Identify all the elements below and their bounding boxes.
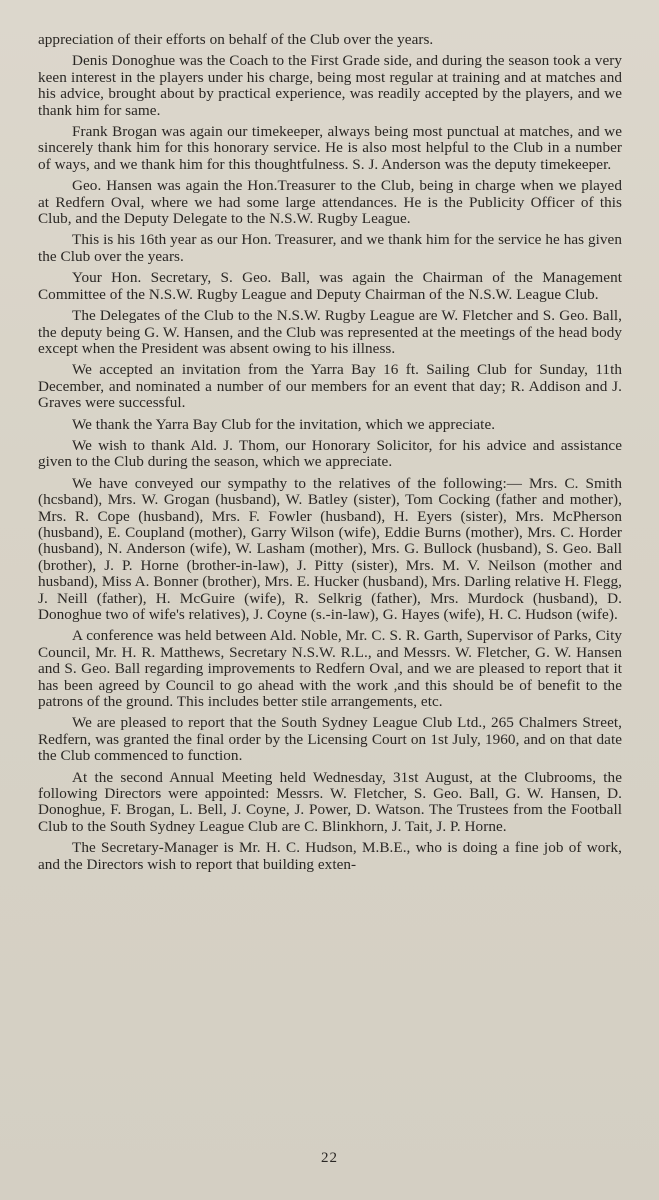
paragraph-sailing-invitation: We accepted an invitation from the Yarra Bay 16 ft. Sailing Club for Sunday, 11th December, and nominated a number of our members for an event that day; R. Addison and J. Graves were successful.: [38, 361, 622, 412]
paragraph-secretary-manager: The Secretary-Manager is Mr. H. C. Hudson, M.B.E., who is doing a fine job of work, and the Directors wish to report that building exten-: [38, 839, 622, 873]
paragraph-treasurer-years: This is his 16th year as our Hon. Treasurer, and we thank him for the service he has given the Club over the years.: [38, 231, 622, 265]
paragraph-league-club: We are pleased to report that the South Sydney League Club Ltd., 265 Chalmers Street, Redfern, was granted the final order by the Licensing Court on 1st July, 1960, and on that date the Club commenced to function.: [38, 714, 622, 765]
paragraph-coach: Denis Donoghue was the Coach to the First Grade side, and during the season took a very keen interest in the players under his charge, being most regular at training and at matches and his advice, brought about by practical experience, was readily accepted by the players, and we thank him for same.: [38, 52, 622, 119]
paragraph-conference: A conference was held between Ald. Noble, Mr. C. S. R. Garth, Supervisor of Parks, City Council, Mr. H. R. Matthews, Secretary N.S.W. R.L., and Messrs. W. Fletcher, G. W. Hansen and S. Geo. Ball regarding improvements to Redfern Oval, and we are pleased to report that it has been agreed by Council to go ahead with the work ,and this should be of benefit to the patrons of the ground. This includes better stile arrangements, etc.: [38, 627, 622, 711]
paragraph-delegates: The Delegates of the Club to the N.S.W. Rugby League are W. Fletcher and S. Geo. Ball, the deputy being G. W. Hansen, and the Club was represented at the meetings of the head body except when the President was absent owing to his illness.: [38, 307, 622, 357]
page-number: 22: [321, 1150, 338, 1166]
paragraph-timekeeper: Frank Brogan was again our timekeeper, always being most punctual at matches, and we sincerely thank him for this honorary service. He is also most helpful to the Club in a number of ways, and we thank him for this thoughtfulness. S. J. Anderson was the deputy timekeeper.: [38, 123, 622, 173]
document-body: [38, 32, 622, 873]
paragraph-yarra-bay-thanks: We thank the Yarra Bay Club for the invitation, which we appreciate.: [72, 415, 496, 433]
paragraph-treasurer: Geo. Hansen was again the Hon.Treasurer to the Club, being in charge when we played at Redfern Oval, where we had some large attendances. He is the Publicity Officer of this Club, and the Deputy Delegate to the N.S.W. Rugby League.: [38, 177, 622, 228]
paragraph-sympathy: We have conveyed our sympathy to the relatives of the following:— Mrs. C. Smith (hcsband), Mrs. W. Grogan (husband), W. Batley (sister), Tom Cocking (father and mother), Mrs. R. Cope (husband), Mrs. F. Fowler (husband), H. Eyers (sister), Mrs. McPherson (husband), E. Coupland (mother), Garry Wilson (wife), Eddie Burns (mother), Mrs. C. Horder (husband), N. Anderson (wife), W. Lasham (mother), Mrs. G. Bullock (husband), S. Geo. Ball (brother), J. P. Horne (brother-in-law), J. Pitty (sister), Mrs. M. V. Neilson (mother and husband), Miss A. Bonner (brother), Mrs. E. Hucker (husband), Mrs. Darling relative H. Flegg, J. Neill (father), H. McGuire (wife), R. Selkrig (father), Mrs. Murdock (husband), D. Donoghue two of wife's relatives), J. Coyne (s.-in-law), G. Hayes (wife), H. C. Hudson (wife).: [38, 474, 622, 623]
paragraph-annual-meeting: At the second Annual Meeting held Wednesday, 31st August, at the Clubrooms, the following Directors were appointed: Messrs. W. Fletcher, S. Geo. Ball, G. W. Hansen, D. Donoghue, F. Brogan, L. Bell, J. Coyne, J. Power, D. Watson. The Trustees from the Football Club to the South Sydney League Club are C. Blinkhorn, J. Tait, J. P. Horne.: [38, 768, 622, 835]
paragraph-solicitor: We wish to thank Ald. J. Thom, our Honorary Solicitor, for his advice and assistance given to the Club during the season, which we appreciate.: [38, 436, 622, 471]
paragraph-secretary: Your Hon. Secretary, S. Geo. Ball, was again the Chairman of the Management Committee of the N.S.W. Rugby League and Deputy Chairman of the N.S.W. League Club.: [38, 269, 622, 303]
paragraph-continuation: appreciation of their efforts on behalf of the Club over the years.: [38, 31, 434, 48]
